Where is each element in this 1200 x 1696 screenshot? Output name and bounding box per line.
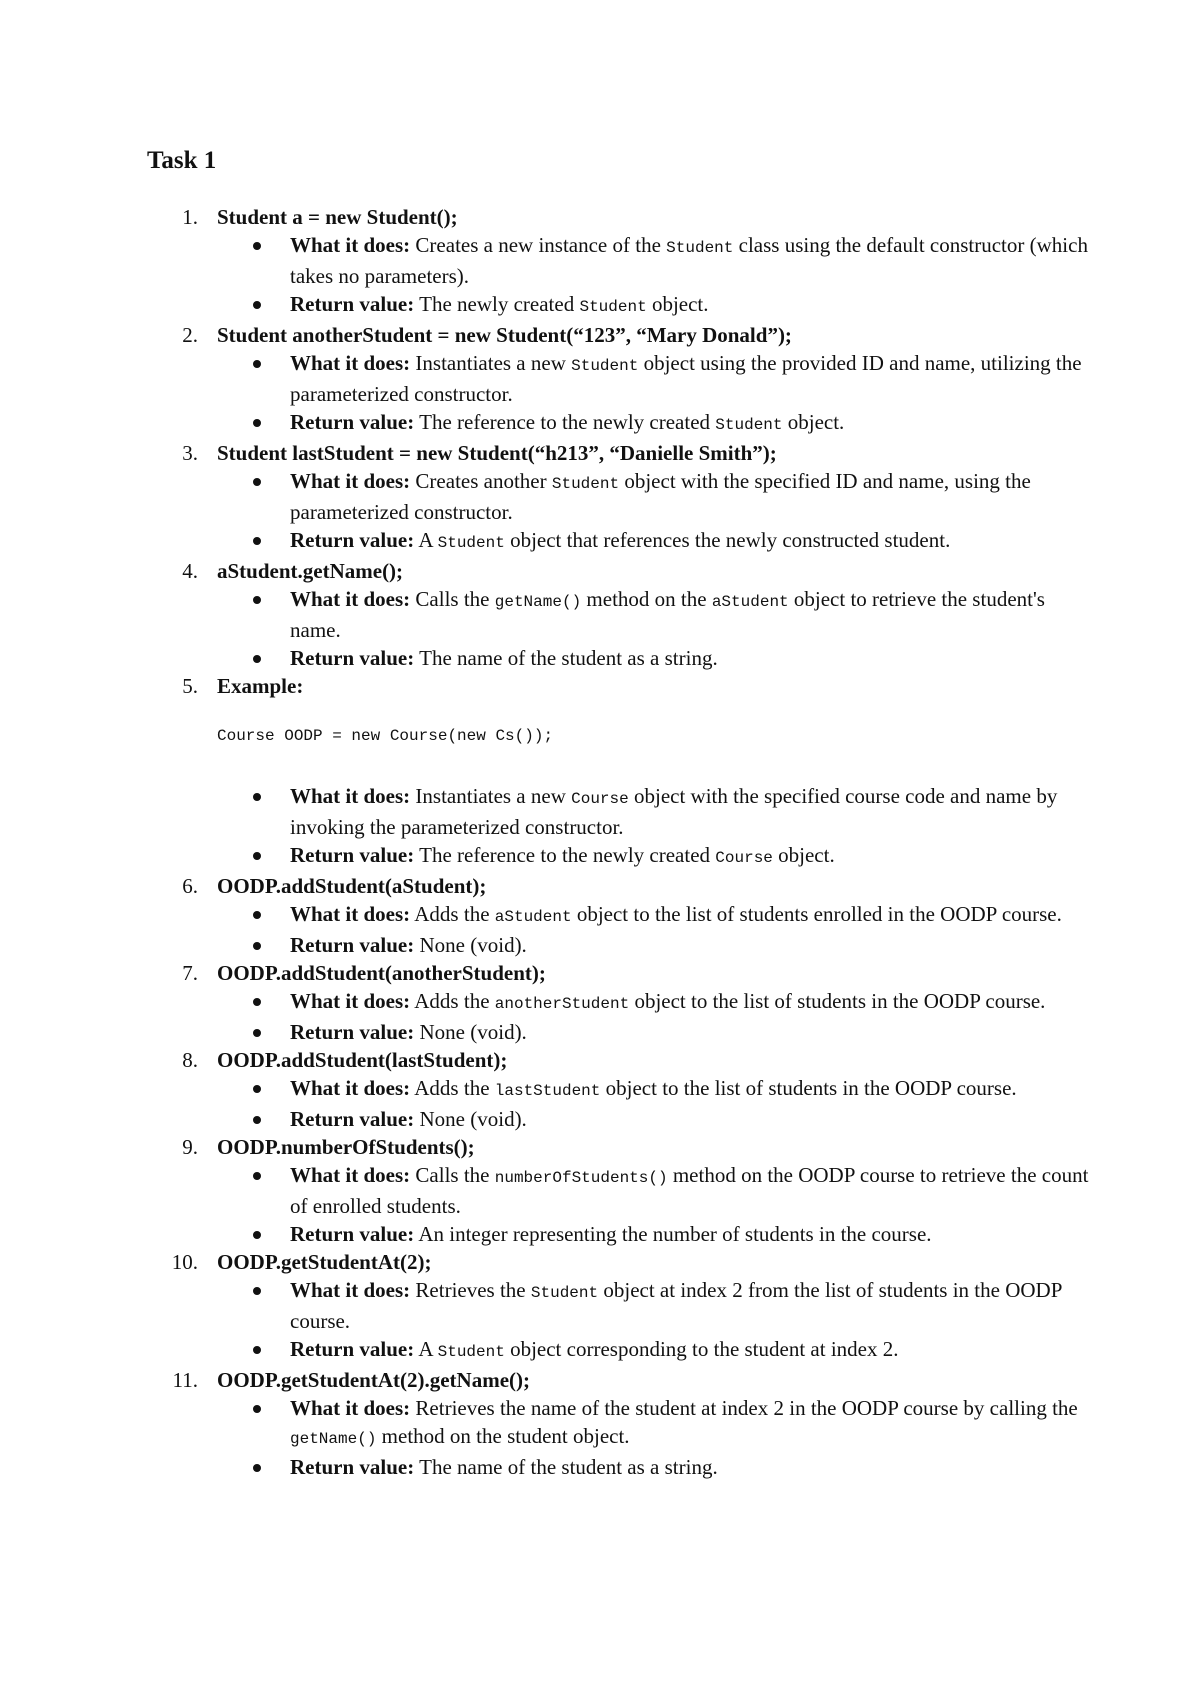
inline-code: numberOfStudents() xyxy=(494,1169,668,1187)
inline-code: aStudent xyxy=(711,593,789,611)
item-title: OODP.numberOfStudents(); xyxy=(217,1135,475,1159)
item-title: OODP.addStudent(lastStudent); xyxy=(217,1048,508,1072)
bullet-text: Instantiates a new Student object using the provided ID and name, utilizing the parameterized constructor. xyxy=(290,351,1082,406)
return-value-bullet xyxy=(0,526,1200,557)
bullet-label: What it does: xyxy=(290,784,411,808)
return-value-bullet xyxy=(0,408,1200,439)
bullet-text: None (void). xyxy=(419,1020,527,1044)
bullet-text: An integer representing the number of students in the course. xyxy=(418,1222,932,1246)
bullet-text: Adds the anotherStudent object to the list of students in the OODP course. xyxy=(414,989,1046,1013)
bullet-dot-icon xyxy=(253,419,261,427)
bullet-text: Retrieves the name of the student at index 2 in the OODP course by calling the getName() method on the student object. xyxy=(290,1396,1078,1448)
bullet-text: A Student object corresponding to the student at index 2. xyxy=(418,1337,899,1361)
item-title: Student anotherStudent = new Student(“123”, “Mary Donald”); xyxy=(217,323,792,347)
inline-code: Student xyxy=(579,298,647,316)
inline-code: getName() xyxy=(290,1430,377,1448)
bullet-dot-icon xyxy=(253,242,261,250)
item-heading xyxy=(0,1366,1200,1394)
list-item xyxy=(0,1366,1200,1481)
item-number: 5. xyxy=(182,674,198,698)
what-it-does-bullet xyxy=(0,782,1200,841)
return-value-bullet xyxy=(0,1018,1200,1046)
bullet-text: Adds the aStudent object to the list of students enrolled in the OODP course. xyxy=(414,902,1062,926)
bullet-dot-icon xyxy=(253,1346,261,1354)
inline-code: Student xyxy=(551,475,620,493)
what-it-does-bullet xyxy=(0,987,1200,1018)
inline-code: Student xyxy=(437,1343,505,1361)
bullet-text: Calls the getName() method on the aStudent object to retrieve the student's name. xyxy=(290,587,1045,642)
bullet-dot-icon xyxy=(253,537,261,545)
item-heading xyxy=(0,203,1200,231)
bullet-text: Adds the lastStudent object to the list of students in the OODP course. xyxy=(414,1076,1017,1100)
item-heading xyxy=(0,557,1200,585)
list-item xyxy=(0,1248,1200,1366)
what-it-does-bullet xyxy=(0,585,1200,644)
bullet-label: Return value: xyxy=(290,528,415,552)
return-value-bullet xyxy=(0,931,1200,959)
bullet-label: Return value: xyxy=(290,843,415,867)
inline-code: aStudent xyxy=(494,908,572,926)
bullet-dot-icon xyxy=(253,1287,261,1295)
bullet-label: What it does: xyxy=(290,1396,411,1420)
item-number: 6. xyxy=(182,874,198,898)
bullet-dot-icon xyxy=(253,1231,261,1239)
return-value-bullet xyxy=(0,841,1200,872)
list-item xyxy=(0,439,1200,557)
item-title: OODP.addStudent(aStudent); xyxy=(217,874,487,898)
item-title: OODP.addStudent(anotherStudent); xyxy=(217,961,546,985)
bullet-text: Creates a new instance of the Student class using the default constructor (which takes no parameters). xyxy=(290,233,1088,288)
what-it-does-bullet xyxy=(0,1161,1200,1220)
bullet-dot-icon xyxy=(253,596,261,604)
bullet-label: What it does: xyxy=(290,1076,411,1100)
list-item xyxy=(0,959,1200,1046)
inline-code: Student xyxy=(666,239,734,257)
item-number: 1. xyxy=(182,205,198,229)
inline-code: Student xyxy=(530,1284,599,1302)
item-heading xyxy=(0,321,1200,349)
bullet-dot-icon xyxy=(253,998,261,1006)
item-heading xyxy=(0,1046,1200,1074)
item-title: aStudent.getName(); xyxy=(217,559,404,583)
bullet-text: The reference to the newly created Student object. xyxy=(419,410,845,434)
return-value-bullet xyxy=(0,644,1200,672)
bullet-dot-icon xyxy=(253,852,261,860)
bullet-dot-icon xyxy=(253,1172,261,1180)
what-it-does-bullet xyxy=(0,1394,1200,1453)
list-item xyxy=(0,1046,1200,1133)
bullet-label: Return value: xyxy=(290,933,415,957)
list-item xyxy=(0,557,1200,672)
bullet-label: What it does: xyxy=(290,351,411,375)
bullet-label: What it does: xyxy=(290,469,411,493)
inline-code: lastStudent xyxy=(494,1082,601,1100)
bullet-text: Retrieves the Student object at index 2 from the list of students in the OODP course. xyxy=(290,1278,1062,1333)
item-title: OODP.getStudentAt(2); xyxy=(217,1250,432,1274)
bullet-label: Return value: xyxy=(290,1337,415,1361)
list-item xyxy=(0,672,1200,872)
bullet-text: None (void). xyxy=(419,1107,527,1131)
return-value-bullet xyxy=(0,1105,1200,1133)
what-it-does-bullet xyxy=(0,1276,1200,1335)
return-value-bullet xyxy=(0,290,1200,321)
bullet-text: Calls the numberOfStudents() method on the OODP course to retrieve the count of enrolled students. xyxy=(290,1163,1089,1218)
item-number: 10. xyxy=(171,1250,198,1274)
bullet-label: What it does: xyxy=(290,233,411,257)
inline-code: anotherStudent xyxy=(494,995,630,1013)
item-number: 2. xyxy=(182,323,198,347)
bullet-dot-icon xyxy=(253,911,261,919)
bullet-dot-icon xyxy=(253,942,261,950)
what-it-does-bullet xyxy=(0,231,1200,290)
bullet-dot-icon xyxy=(253,1116,261,1124)
bullet-label: What it does: xyxy=(290,989,411,1013)
what-it-does-bullet xyxy=(0,349,1200,408)
bullet-label: Return value: xyxy=(290,1107,415,1131)
item-number: 3. xyxy=(182,441,198,465)
bullet-text: The newly created Student object. xyxy=(419,292,709,316)
bullet-dot-icon xyxy=(253,478,261,486)
item-number: 8. xyxy=(182,1048,198,1072)
bullet-text: The name of the student as a string. xyxy=(419,1455,718,1479)
bullet-text: None (void). xyxy=(419,933,527,957)
inline-code: Student xyxy=(571,357,639,375)
task-list xyxy=(0,203,1200,1481)
bullet-label: Return value: xyxy=(290,1020,415,1044)
list-item xyxy=(0,203,1200,321)
item-number: 11. xyxy=(172,1368,198,1392)
bullet-label: What it does: xyxy=(290,902,411,926)
inline-code: getName() xyxy=(494,593,582,611)
return-value-bullet xyxy=(0,1220,1200,1248)
list-item xyxy=(0,1133,1200,1248)
what-it-does-bullet xyxy=(0,1074,1200,1105)
inline-code: Course xyxy=(715,849,773,867)
bullet-label: Return value: xyxy=(290,292,415,316)
return-value-bullet xyxy=(0,1335,1200,1366)
bullet-dot-icon xyxy=(253,1029,261,1037)
bullet-dot-icon xyxy=(253,360,261,368)
bullet-label: Return value: xyxy=(290,1455,415,1479)
bullet-text: Instantiates a new Course object with the specified course code and name by invoking the parameterized constructor. xyxy=(290,784,1058,839)
bullet-text: A Student object that references the newly constructed student. xyxy=(418,528,951,552)
bullet-dot-icon xyxy=(253,1085,261,1093)
bullet-text: The name of the student as a string. xyxy=(419,646,718,670)
item-title: Example: xyxy=(217,674,304,698)
item-heading xyxy=(0,1133,1200,1161)
inline-code: Course xyxy=(571,790,629,808)
bullet-text: Creates another Student object with the specified ID and name, using the parameterized constructor. xyxy=(290,469,1031,524)
item-number: 9. xyxy=(182,1135,198,1159)
what-it-does-bullet xyxy=(0,467,1200,526)
inline-code: Student xyxy=(715,416,783,434)
bullet-label: What it does: xyxy=(290,587,411,611)
bullet-dot-icon xyxy=(253,1405,261,1413)
inline-code: Student xyxy=(437,534,505,552)
item-number: 7. xyxy=(182,961,198,985)
bullet-label: Return value: xyxy=(290,646,415,670)
bullet-label: What it does: xyxy=(290,1163,411,1187)
list-item xyxy=(0,872,1200,959)
item-number: 4. xyxy=(182,559,198,583)
bullet-dot-icon xyxy=(253,301,261,309)
bullet-label: What it does: xyxy=(290,1278,411,1302)
bullet-label: Return value: xyxy=(290,410,415,434)
item-title: Student a = new Student(); xyxy=(217,205,458,229)
list-item xyxy=(0,321,1200,439)
bullet-label: Return value: xyxy=(290,1222,415,1246)
return-value-bullet xyxy=(0,1453,1200,1481)
item-heading xyxy=(0,439,1200,467)
page-title: Task 1 xyxy=(147,147,217,174)
item-heading xyxy=(0,872,1200,900)
item-heading xyxy=(0,1248,1200,1276)
item-heading xyxy=(0,959,1200,987)
bullet-dot-icon xyxy=(253,793,261,801)
bullet-dot-icon xyxy=(253,1464,261,1472)
code-example: Course OODP = new Course(new Cs()); xyxy=(217,727,554,745)
item-heading xyxy=(0,672,1200,700)
item-title: Student lastStudent = new Student(“h213”, “Danielle Smith”); xyxy=(217,441,777,465)
item-title: OODP.getStudentAt(2).getName(); xyxy=(217,1368,530,1392)
bullet-text: The reference to the newly created Course object. xyxy=(419,843,835,867)
what-it-does-bullet xyxy=(0,900,1200,931)
bullet-dot-icon xyxy=(253,655,261,663)
